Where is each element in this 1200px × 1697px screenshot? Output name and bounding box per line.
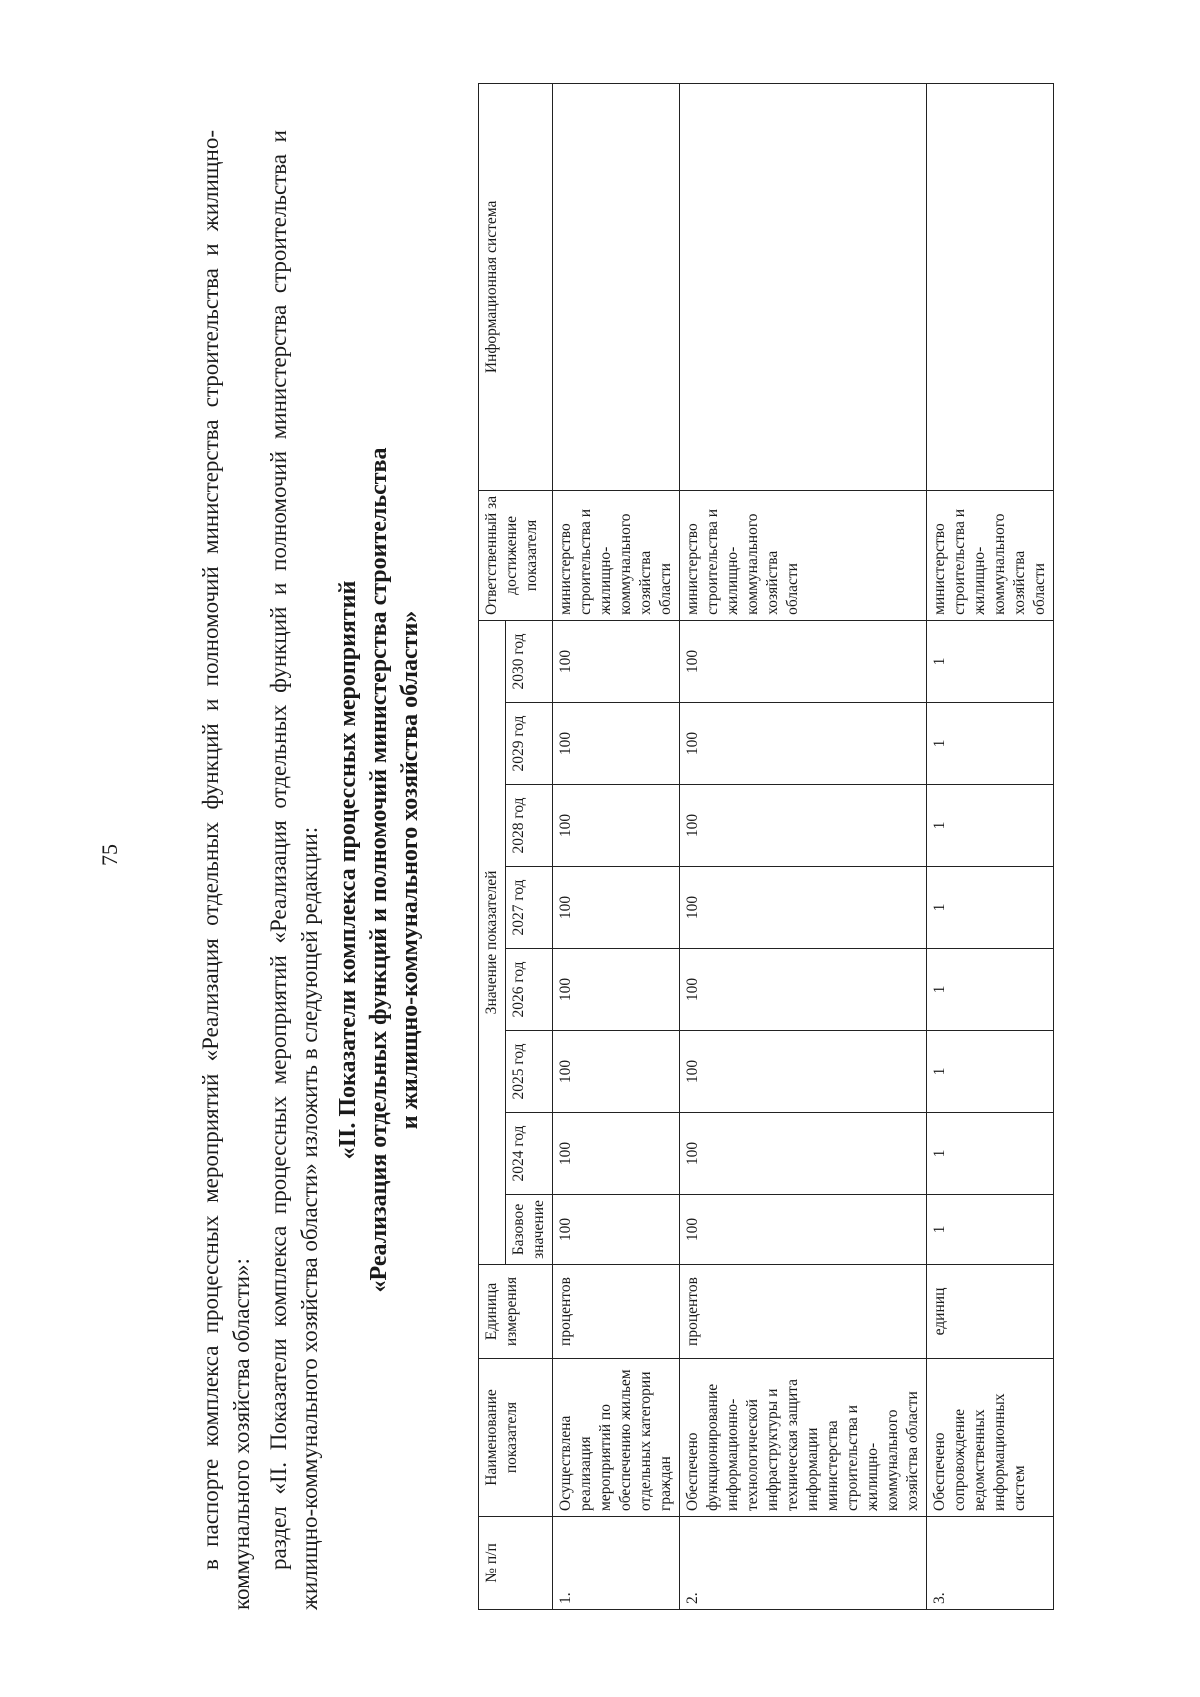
row-value-2028: 100 <box>553 785 680 867</box>
row-base: 100 <box>680 1195 927 1265</box>
header-values-group: Значение показателей <box>479 620 506 1264</box>
heading-line-1: «II. Показатели комплекса процессных мероприятий <box>335 580 361 1160</box>
heading-line-2: «Реализация отдельных функций и полномочий министерства строительства <box>366 447 392 1293</box>
row-name: Осуществлена реализация мероприятий по обеспечению жильем отдельных категории граждан <box>553 1359 680 1517</box>
intro-paragraph-1: в паспорте комплекса процессных мероприятий «Реализация отдельных функций и полномочий министерства строительства и жилищно-коммунального хозяйства области»: <box>198 130 254 1610</box>
header-year-2024: 2024 год <box>506 1113 553 1195</box>
header-unit: Единица измерения <box>479 1265 553 1359</box>
row-value-2028: 1 <box>927 785 1054 867</box>
header-responsible: Ответственный за достижение показателя <box>479 490 553 620</box>
row-base: 100 <box>553 1195 680 1265</box>
row-value-2025: 1 <box>927 1031 1054 1113</box>
row-name: Обеспечено функционирование информационно-технологической инфраструктуры и техническая защита информации министерства строительства и жилищно-коммунального хозяйства области <box>680 1359 927 1517</box>
table-header-row-1 <box>479 83 506 1609</box>
row-num: 2. <box>680 1517 927 1610</box>
row-value-2028: 100 <box>680 785 927 867</box>
row-value-2025: 100 <box>553 1031 680 1113</box>
table-row <box>553 83 680 1609</box>
row-value-2025: 100 <box>680 1031 927 1113</box>
row-value-2024: 100 <box>680 1113 927 1195</box>
row-value-2027: 1 <box>927 867 1054 949</box>
header-info-system: Информационная система <box>479 83 553 490</box>
indicators-table <box>478 83 1054 1610</box>
intro-paragraph-2: раздел «II. Показатели комплекса процессных мероприятий «Реализация отдельных функций и полномочий министерства строительства и жилищно-коммунального хозяйства области» изложить в следующей редакции: <box>266 130 322 1610</box>
header-num: № п/п <box>479 1517 553 1610</box>
table-row <box>680 83 927 1609</box>
header-year-2028: 2028 год <box>506 785 553 867</box>
heading-line-3: и жилищно-коммунального хозяйства области» <box>397 610 423 1130</box>
header-year-2025: 2025 год <box>506 1031 553 1113</box>
row-value-2024: 100 <box>553 1113 680 1195</box>
section-heading <box>333 130 426 1610</box>
row-value-2024: 1 <box>927 1113 1054 1195</box>
row-value-2027: 100 <box>553 867 680 949</box>
header-year-2030: 2030 год <box>506 620 553 702</box>
row-unit: процентов <box>553 1265 680 1359</box>
row-value-2030: 100 <box>680 620 927 702</box>
row-value-2030: 1 <box>927 620 1054 702</box>
header-year-2029: 2029 год <box>506 703 553 785</box>
header-base: Базовое значение <box>506 1195 553 1265</box>
row-num: 3. <box>927 1517 1054 1610</box>
row-responsible: министерство строительства и жилищно-коммунального хозяйства области <box>553 490 680 620</box>
row-value-2027: 100 <box>680 867 927 949</box>
row-value-2026: 100 <box>553 949 680 1031</box>
row-info-system <box>680 83 927 490</box>
row-unit: единиц <box>927 1265 1054 1359</box>
row-responsible: министерство строительства и жилищно-коммунального хозяйства области <box>680 490 927 620</box>
header-year-2026: 2026 год <box>506 949 553 1031</box>
row-value-2026: 1 <box>927 949 1054 1031</box>
table-row <box>927 83 1054 1609</box>
row-name: Обеспечено сопровождение ведомственных информационных систем <box>927 1359 1054 1517</box>
row-value-2029: 1 <box>927 703 1054 785</box>
row-value-2030: 100 <box>553 620 680 702</box>
row-unit: процентов <box>680 1265 927 1359</box>
row-info-system <box>553 83 680 490</box>
row-responsible: министерство строительства и жилищно-коммунального хозяйства области <box>927 490 1054 620</box>
row-info-system <box>927 83 1054 490</box>
row-value-2029: 100 <box>680 703 927 785</box>
rotated-document-body <box>195 130 1135 1610</box>
row-base: 1 <box>927 1195 1054 1265</box>
header-name: Наименование показателя <box>479 1359 553 1517</box>
page-number: 75 <box>97 844 122 866</box>
row-num: 1. <box>553 1517 680 1610</box>
header-year-2027: 2027 год <box>506 867 553 949</box>
row-value-2029: 100 <box>553 703 680 785</box>
row-value-2026: 100 <box>680 949 927 1031</box>
